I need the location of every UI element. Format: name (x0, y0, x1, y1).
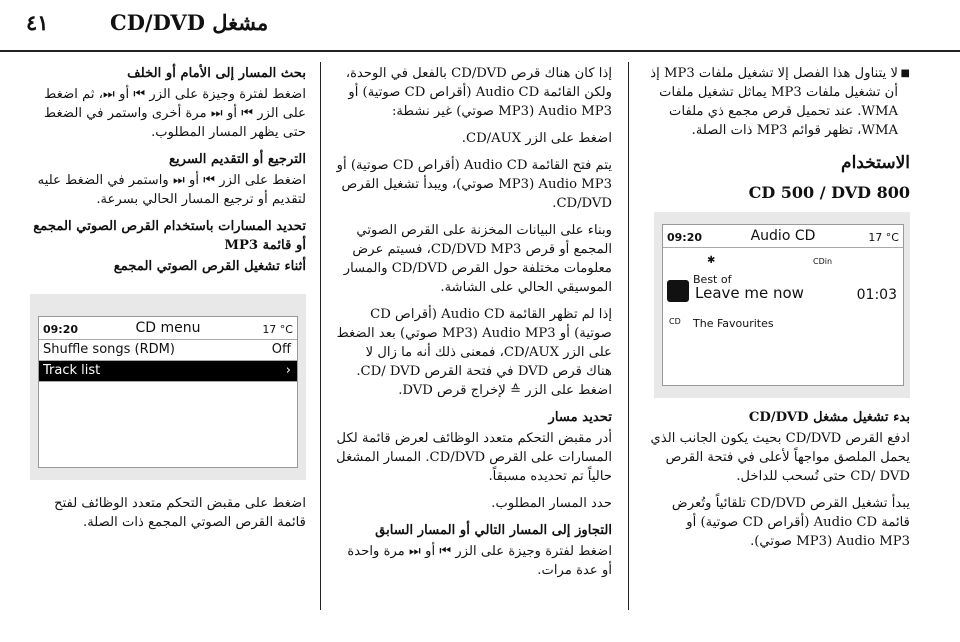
menu-screen-time: 09:20 (43, 323, 79, 336)
menu-row-shuffle-label: Shuffle songs (RDM) (43, 342, 175, 357)
screen-cdin: CDin (813, 257, 833, 266)
header-rule (0, 50, 960, 52)
menu-row-track-list (39, 361, 297, 382)
menu-row-track-list-label: Track list (43, 363, 101, 378)
cd-menu-screenshot (30, 294, 306, 480)
screen-track: Leave me now (695, 284, 804, 302)
middle-paragraph-1: إذا كان هناك قرص CD/DVD بالفعل في الوحدة، ولكن القائمة Audio CD (أقراص CD صوتية) أو Audio MP3 (MP3 صوتي) غير نشطة: (345, 66, 612, 119)
screen-time: 09:20 (667, 231, 703, 244)
start-paragraph-1: ادفع القرص CD/DVD بحيث يكون الجانب الذي يحمل الملصق مواجهاً لأعلى في فتحة القرص CD/ DVD حتى تُسحب للداخل. (650, 431, 910, 484)
screen-album: The Favourites (693, 317, 774, 330)
column-last (30, 64, 306, 540)
compilation-heading: أثناء تشغيل القرص الصوتي المجمع (113, 259, 306, 274)
search-paragraph: اضغط لفترة وجيزة على الزر ⏮ أو ⏭، ثم اضغط على الزر ⏮ أو ⏭ مرة أخرى واستمر في الضغط حتى يظهر المسار المطلوب. (44, 87, 306, 140)
middle-paragraph-5: إذا لم تظهر القائمة Audio CD (أقراص CD صوتية) أو Audio MP3 (MP3 صوتي) بعد الضغط على الزر CD/AUX، فمعنى ذلك أنه ما زال لا هناك قرص DVD في فتحة القرص CD/ DVD. اضغط على الزر ≙ لإخراج قرص DVD. (336, 307, 612, 398)
menu-row-shuffle-value: Off (271, 342, 291, 357)
middle-paragraph-6: أدر مقبض التحكم متعدد الوظائف لعرض قائمة لكل المسارات على القرص CD/DVD. المسار المشغل حالياً تم تحديده مسبقاً. (336, 431, 612, 484)
screen-best-of: Best of (693, 273, 732, 286)
screen-duration: 01:03 (856, 287, 897, 303)
section-title: الاستخدام (841, 153, 910, 173)
column-divider-1 (320, 62, 321, 610)
model-subtitle: CD 500 / DVD 800 (748, 183, 910, 202)
select-track-heading: تحديد مسار (548, 410, 612, 425)
middle-paragraph-3: يتم فتح القائمة Audio CD (أقراص CD صوتية) أو Audio MP3 (MP3 صوتي)، ويبدأ تشغيل القرص CD/DVD. (336, 158, 612, 211)
menu-heading: تحديد المسارات باستخدام القرص الصوتي المجمع أو قائمة MP3 (33, 219, 306, 253)
screen-title: Audio CD (750, 228, 816, 244)
middle-paragraph-8: اضغط لفترة وجيزة على الزر ⏮ أو ⏭ مرة واحدة أو عدة مرات. (347, 544, 612, 578)
screen-temp: 17 °C (868, 231, 899, 244)
bluetooth-icon: ✱ (707, 255, 716, 266)
middle-paragraph-7: حدد المسار المطلوب. (491, 496, 612, 511)
menu-screen-title: CD menu (135, 320, 201, 336)
fast-heading: الترجيع أو التقديم السريع (168, 152, 306, 167)
skip-track-heading: التجاوز إلى المسار التالي أو المسار السابق (375, 523, 612, 538)
open-menu-paragraph: اضغط على مقبض التحكم متعدد الوظائف لفتح قائمة القرص الصوتي المجمع ذات الصلة. (54, 496, 306, 530)
disc-icon (667, 280, 689, 302)
middle-paragraph-4: وبناء على البيانات المخزنة على القرص الصوتي المجمع أو قرص CD/DVD MP3، فسيتم عرض معلومات مختلفة حول القرص CD/DVD والمسار الموسيقي الحالي على الشاشة. (343, 223, 612, 295)
middle-paragraph-2: اضغط على الزر CD/AUX. (461, 131, 612, 146)
column-first (644, 64, 910, 559)
page-title: CD/DVD مشغل (110, 10, 269, 35)
menu-row-shuffle (39, 340, 297, 361)
screen-cd-label: CD (669, 317, 681, 326)
menu-screen-temp: 17 °C (262, 323, 293, 336)
column-divider-2 (628, 62, 629, 610)
chevron-right-icon: › (285, 363, 291, 378)
page-number: ٤١ (26, 10, 49, 35)
fast-paragraph: اضغط على الزر ⏮ أو ⏭ واستمر في الضغط عليه لتقديم أو ترجيع المسار الحالي بسرعة. (37, 173, 306, 207)
column-middle (336, 64, 612, 588)
search-heading: بحث المسار إلى الأمام أو الخلف (127, 66, 306, 81)
start-paragraph-2: يبدأ تشغيل القرص CD/DVD تلقائياً وتُعرض قائمة Audio CD (أقراص CD صوتية) أو Audio MP3 (MP3 صوتي). (671, 496, 910, 549)
start-heading: بدء تشغيل مشغل CD/DVD (748, 410, 910, 425)
bullet-note: ■ لا يتناول هذا الفصل إلا تشغيل ملفات MP3 إذ أن تشغيل ملفات MP3 يماثل تشغيل ملفات WMA. عند تحميل قرص مجمع ذي ملفات WMA، تظهر قوائم MP3 ذات الصلة. (644, 64, 910, 140)
audio-cd-screenshot (654, 212, 910, 398)
